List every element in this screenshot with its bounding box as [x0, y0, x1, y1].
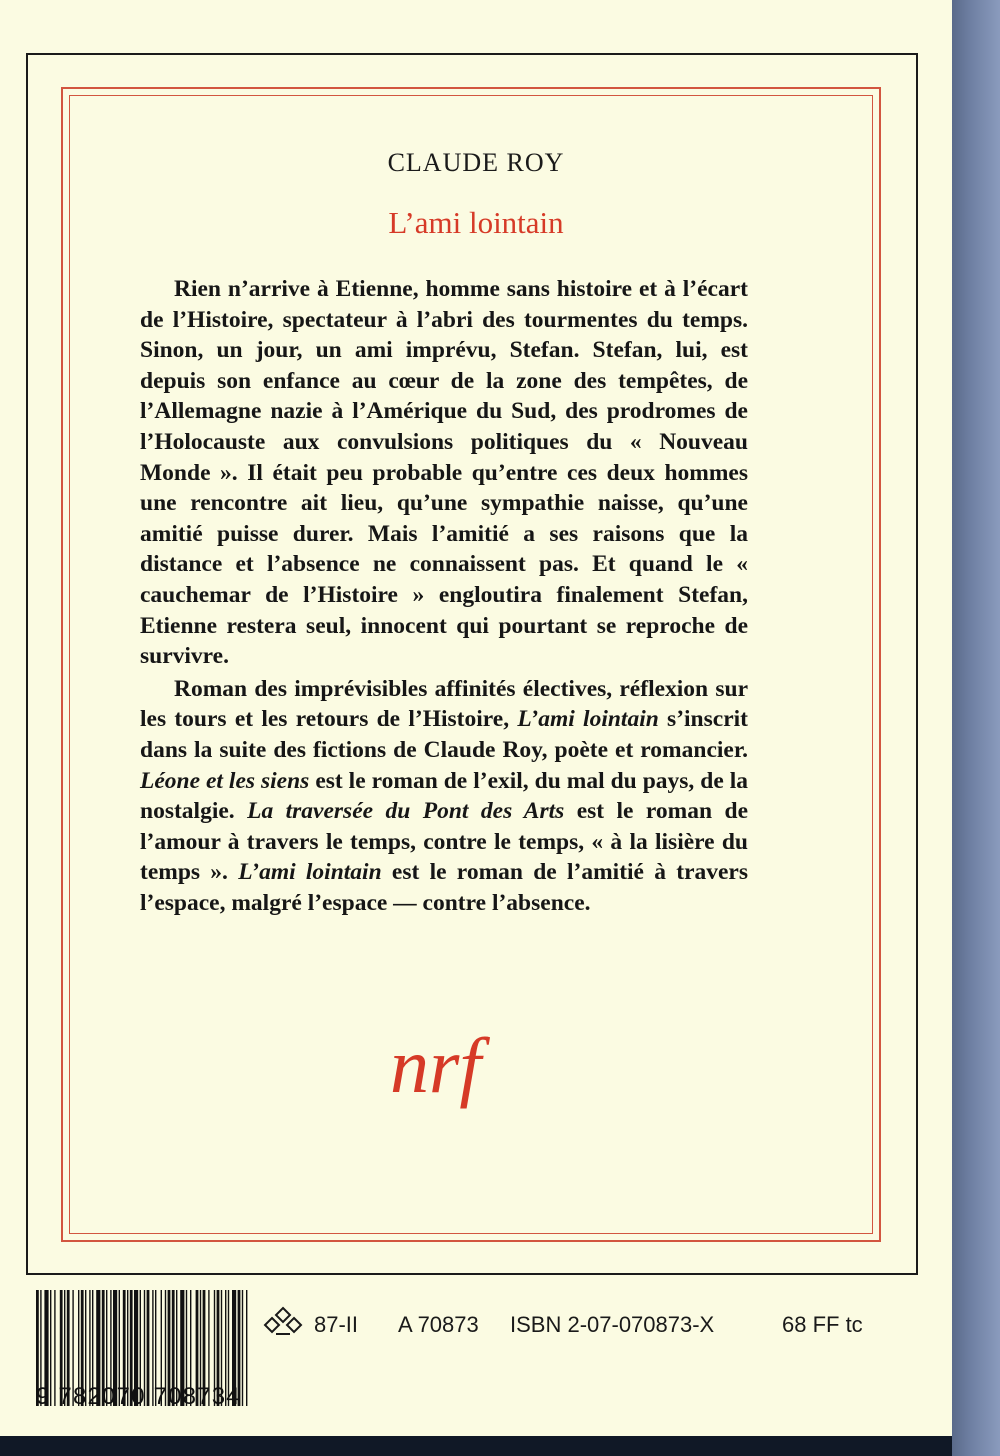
- scan-edge: [952, 0, 1000, 1456]
- price: 68 FF tc: [782, 1312, 863, 1337]
- blurb-paragraph-2: [140, 674, 748, 919]
- blurb-text: [140, 274, 748, 918]
- blurb-text-span: est le roman de l’amour à travers le temps, contre le temps, « à la lisière du temps ».: [140, 798, 749, 886]
- blurb-text-span: est le roman de l’exil, du mal du pays, de la nostalgie.: [140, 767, 749, 825]
- blurb-text-span: est le roman de l’amitié à travers l’espace, malgré l’espace — contre l’absence.: [140, 859, 749, 916]
- nrf-logo-text: nrf: [390, 1022, 482, 1109]
- blurb-italic-title: Léone et les siens: [140, 767, 310, 794]
- publisher-emblem-icon: [262, 1304, 304, 1340]
- isbn-number: ISBN 2-07-070873-X: [510, 1312, 715, 1337]
- book-title: L’ami lointain: [388, 205, 564, 240]
- nrf-logo: [380, 1022, 540, 1122]
- blurb-text-span: Roman des imprévisibles affinités électives, réflexion sur les tours et les retours de l’Histoire,: [140, 675, 748, 733]
- reference-number: A 70873: [398, 1312, 479, 1337]
- author-name: CLAUDE ROY: [387, 148, 565, 177]
- ean-number: 9 782070 708734: [36, 1383, 241, 1410]
- blurb-italic-title: L’ami lointain: [238, 859, 382, 886]
- blurb-paragraph-1: Rien n’arrive à Etienne, homme sans histoire et à l’écart de l’Histoire, spectateur à l’abri des tourmentes du temps. Sinon, un jour, un ami imprévu, Stefan. Stefan, lui, est depuis son enfance au cœur de la zone des tempêtes, de l’Allemagne nazie à l’Amérique du Sud, des prodromes de l’Holocauste aux convulsions politiques du « Nouveau Monde ». Il était peu probable qu’entre ces deux hommes une rencontre ait lieu, qu’une sympathie naisse, qu’une amitié puisse durer. Mais l’amitié a ses raisons que la distance et l’absence ne connaissent pas. Et quand le « cauchemar de l’Histoire » engloutira finalement Stefan, Etienne restera seul, innocent qui pourtant se reproche de survivre.: [140, 276, 748, 670]
- blurb-italic-title: L’ami lointain: [517, 706, 659, 733]
- blurb-italic-title: La traversée du Pont des Arts: [247, 798, 565, 825]
- edition-code: 87-II: [314, 1312, 359, 1337]
- blurb-text-span: s’inscrit dans la suite des fictions de Claude Roy, poète et romancier.: [140, 706, 748, 763]
